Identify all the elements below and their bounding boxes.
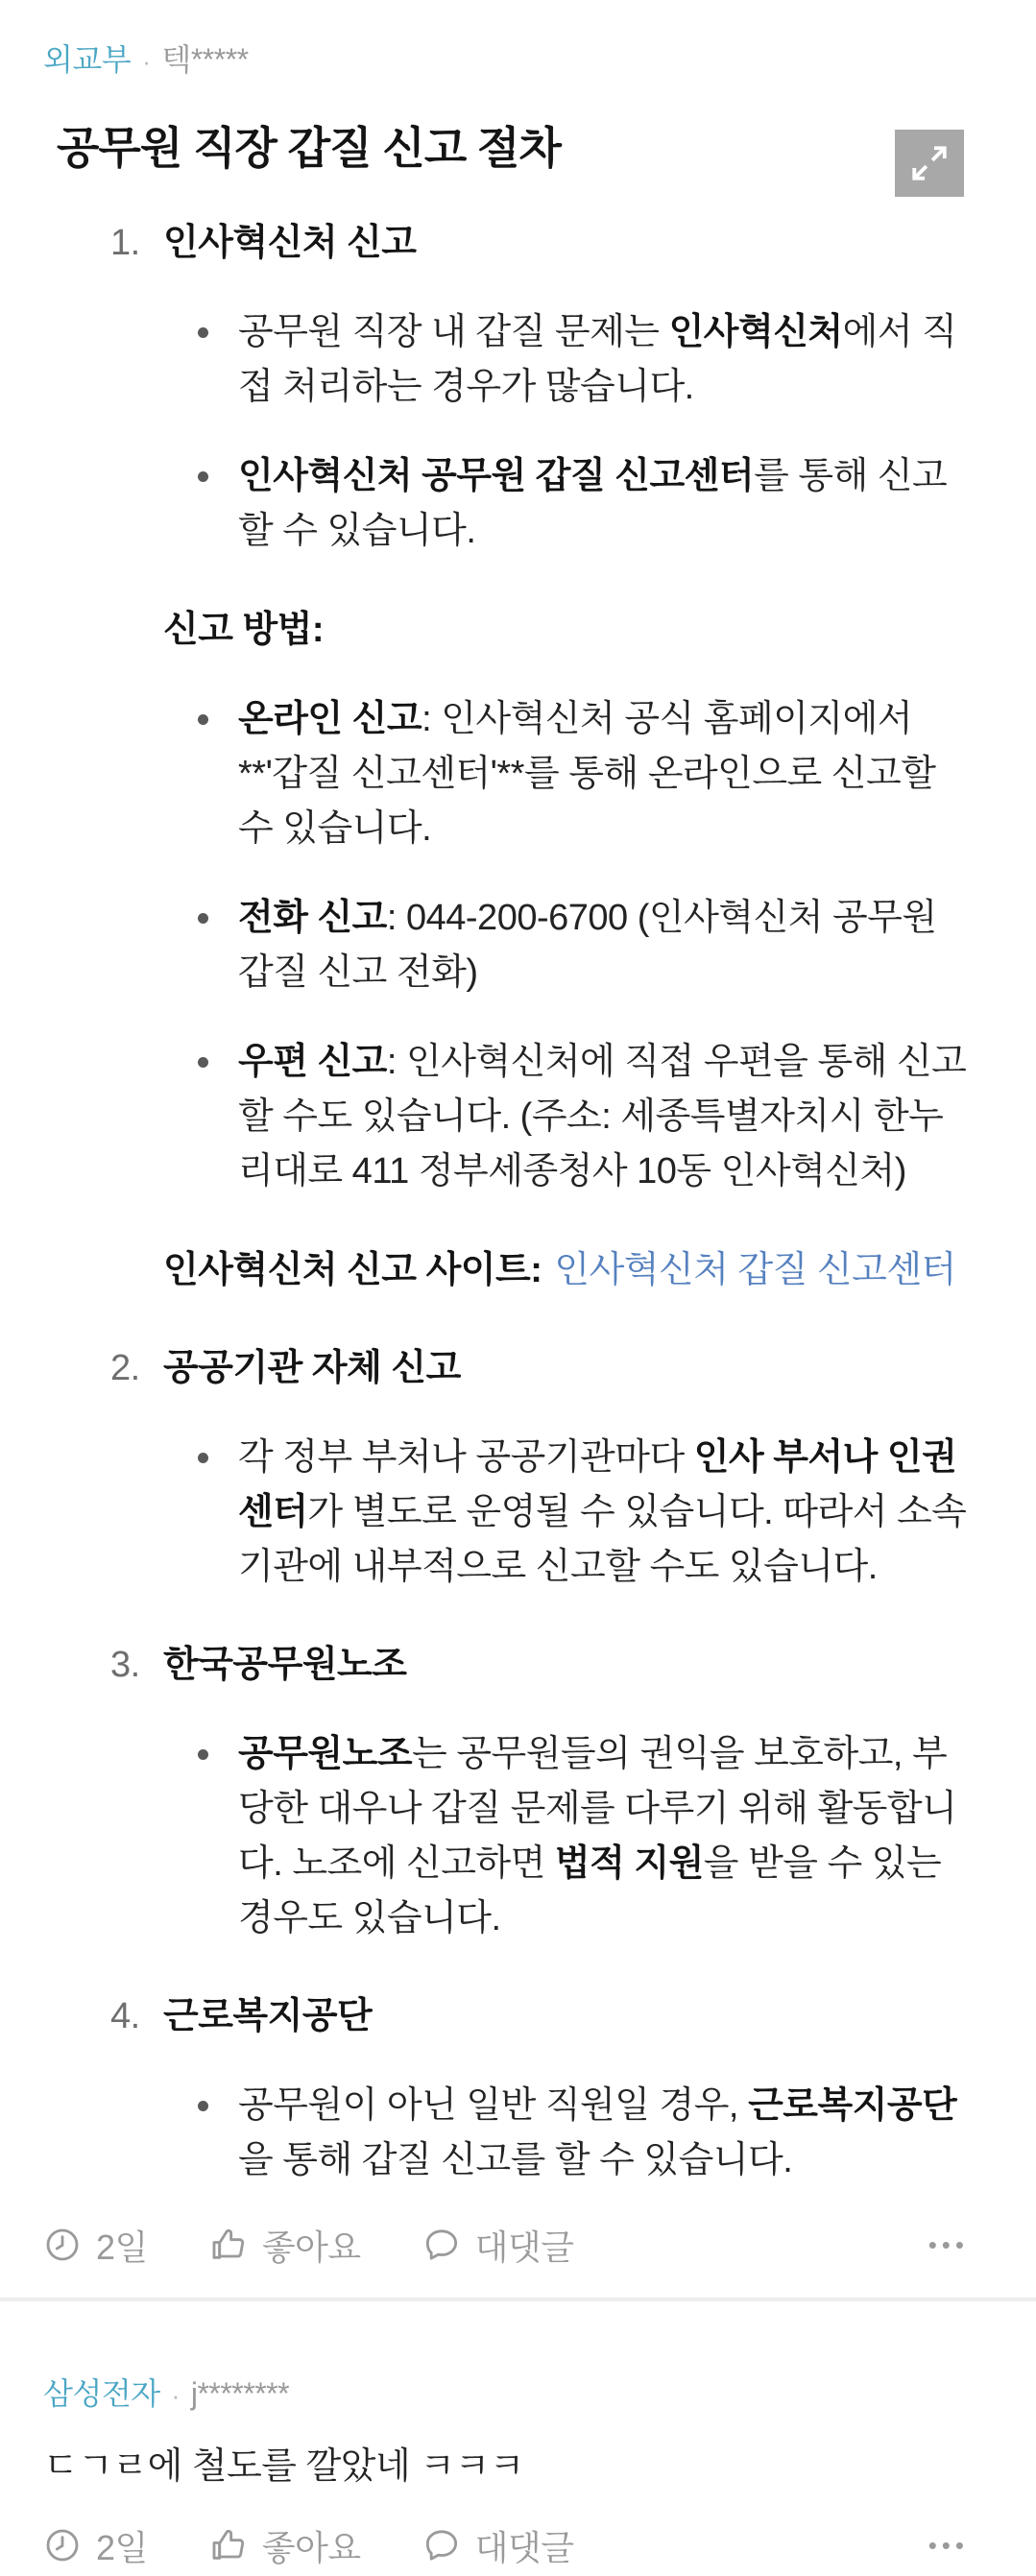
timestamp [43,2521,148,2570]
like-label: 좋아요 [261,2227,361,2267]
numbered-item-2 [110,1340,969,1396]
post-header [43,38,969,83]
bullet-item [198,1727,969,1946]
numbered-item-3 [110,1637,969,1693]
bullet-dot-icon [198,2101,208,2111]
item-heading: 공공기관 자체 신고 [163,1348,461,1388]
text-run: 공무원 직장 내 갑질 문제는 [238,312,669,352]
text-run: 는 공무원들의 권익을 보호하고, 부당한 대우나 갑질 문제를 다루기 위해 활동합니다. 노조에 신고하면 [238,1734,957,1884]
timestamp [43,2221,148,2270]
bullet-text [238,1431,969,1595]
bullet-item [198,891,969,1000]
bullet-dot-icon [198,913,208,924]
bullet-text [238,891,969,1000]
text-run: : 인사혁신처에 직접 우편을 통해 신고할 수도 있습니다. (주소: 세종특별자치시 한누리대로 411 정부세종청사 10동 인사혁신처) [238,1042,967,1192]
post-title: 공무원 직장 갑질 신고 절차 [57,123,561,173]
username: 텍***** [161,42,249,77]
bullet-dot-icon [198,714,208,725]
site-line [163,1243,969,1298]
ellipsis-icon: ••• [928,2230,969,2259]
bullet-text [238,692,969,856]
item-number: 3. [110,1645,140,1685]
company-name[interactable]: 삼성전자 [43,2376,160,2411]
text-run-bold: 인사 부서나 인권센터 [238,1437,957,1532]
item-number: 1. [110,223,140,263]
bullet-text [238,2079,969,2188]
more-options-button[interactable] [928,2521,969,2569]
bullet-text [238,1727,969,1946]
bullet-item [198,449,969,559]
bullet-text [238,1035,969,1199]
company-name[interactable]: 외교부 [43,42,132,77]
bullet-item [198,1035,969,1199]
item-heading: 인사혁신처 신고 [163,223,417,263]
speech-bubble-icon [422,2526,461,2564]
header-separator: · [171,2381,180,2410]
like-button[interactable] [209,2221,361,2270]
comment-card [0,2301,1036,2569]
text-run-bold: 인사혁신처 공무원 갑질 신고센터 [238,456,755,496]
text-run-bold: 공무원노조 [238,1734,413,1774]
thumbs-up-icon [209,2226,248,2264]
bullet-text [238,449,969,559]
post-footer [43,2221,969,2269]
ellipsis-icon: ••• [928,2531,969,2560]
site-label: 인사혁신처 신고 사이트: [163,1250,542,1290]
expand-button[interactable] [895,130,964,197]
text-run: 각 정부 부처나 공공기관마다 [238,1437,694,1478]
text-run: 가 별도로 운영될 수 있습니다. 따라서 소속 기관에 내부적으로 신고할 수도 있습니다. [238,1492,967,1587]
timestamp-label: 2일 [96,2527,148,2567]
expand-icon [903,137,955,189]
text-run: : 인사혁신처 공식 홈페이지에서 **'갑질 신고센터'**를 통해 온라인으로 신고할 수 있습니다. [238,699,936,849]
bullet-dot-icon [198,327,208,338]
text-run: 를 통해 신고할 수 있습니다. [238,456,948,551]
reply-label: 대댓글 [474,2527,574,2567]
text-run-bold: 우편 신고 [238,1042,387,1082]
clock-icon [43,2226,82,2264]
timestamp-label: 2일 [96,2227,148,2267]
like-button[interactable] [209,2521,361,2570]
method-label: 신고 방법: [163,610,325,650]
reply-button[interactable] [422,2221,574,2270]
bullet-dot-icon [198,1453,208,1463]
bullet-item [198,305,969,415]
bullet-dot-icon [198,1749,208,1760]
like-label: 좋아요 [261,2527,361,2567]
bullet-dot-icon [198,1057,208,1068]
report-site-link[interactable]: 인사혁신처 갑질 신고센터 [554,1250,956,1290]
bullet-item [198,1431,969,1595]
bullet-item [198,692,969,856]
text-run-bold: 인사혁신처 [668,312,843,352]
bullet-dot-icon [198,471,208,482]
header-separator: · [142,47,151,76]
text-run-bold: 근로복지공단 [748,2085,957,2126]
text-run-bold: 전화 신고 [238,898,387,938]
text-run: 공무원이 아닌 일반 직원일 경우, [238,2085,749,2126]
text-run: 에서 직접 처리하는 경우가 많습니다. [238,312,957,407]
item-number: 4. [110,1996,140,2036]
comment-text: ㄷㄱㄹ에 철도를 깔았네 ㅋㅋㅋ [43,2446,524,2487]
clock-icon [43,2526,82,2564]
speech-bubble-icon [422,2226,461,2264]
more-options-button[interactable] [928,2221,969,2269]
comment-footer [43,2521,969,2569]
numbered-item-1 [110,215,969,271]
thumbs-up-icon [209,2526,248,2564]
bullet-text [238,305,969,415]
text-run: 을 받을 수 있는 경우도 있습니다. [238,1843,942,1938]
text-run: : 044-200-6700 (인사혁신처 공무원 갑질 신고 전화) [238,898,937,993]
text-run: 을 통해 갑질 신고를 할 수 있습니다. [238,2140,793,2180]
comment-header [43,2372,969,2417]
text-run-bold: 온라인 신고 [238,699,422,739]
reply-button[interactable] [422,2521,574,2570]
numbered-item-4 [110,1988,969,2044]
item-heading: 근로복지공단 [163,1996,373,2036]
bullet-item [198,2079,969,2188]
reply-label: 대댓글 [474,2227,574,2267]
item-number: 2. [110,1348,140,1388]
text-run-bold: 법적 지원 [554,1843,704,1884]
item-heading: 한국공무원노조 [163,1645,407,1685]
username: j******** [190,2376,290,2411]
